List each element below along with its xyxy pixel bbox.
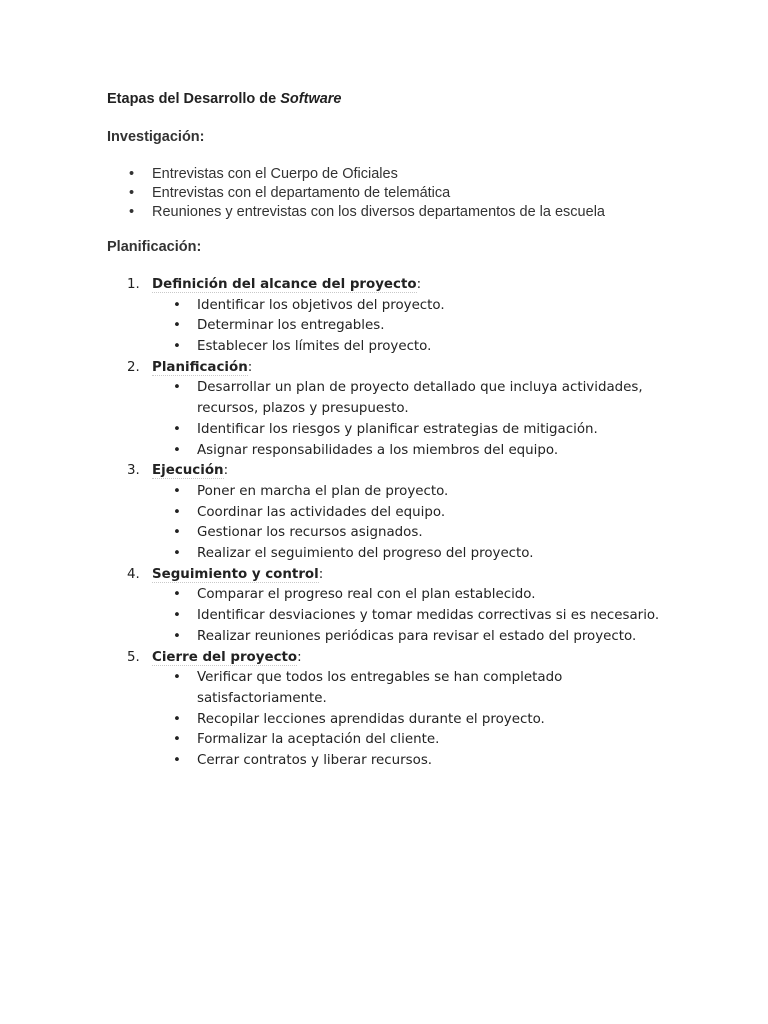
list-item (107, 296, 707, 317)
list-item-text: Identificar los objetivos del proyecto. (197, 297, 445, 313)
step-number: 3. (127, 463, 140, 479)
step-suffix: : (318, 566, 324, 582)
investigacion-list (107, 165, 605, 222)
bullet-icon: • (129, 166, 135, 182)
list-item (107, 710, 707, 731)
bullet-icon: • (173, 504, 181, 520)
bullet-icon: • (173, 483, 181, 499)
investigacion-heading: Investigación: (107, 129, 205, 145)
list-item-text: Entrevistas con el Cuerpo de Oficiales (152, 166, 398, 182)
list-item-text: Desarrollar un plan de proyecto detallado que incluya actividades, recursos, plazos y presupuesto. (197, 380, 643, 417)
step-header (107, 358, 707, 379)
step-header (107, 648, 707, 669)
step-header (107, 461, 707, 482)
bullet-icon: • (173, 297, 181, 313)
list-item-text: Recopilar lecciones aprendidas durante el proyecto. (197, 711, 545, 727)
list-item (107, 503, 707, 524)
step-label: Definición del alcance del proyecto (152, 277, 417, 292)
list-item-text: Poner en marcha el plan de proyecto. (197, 483, 449, 499)
planificacion-heading: Planificación: (107, 239, 202, 255)
step-4 (107, 565, 707, 648)
step-items (107, 296, 707, 358)
step-label: Ejecución (152, 463, 224, 479)
list-item-text: Cerrar contratos y liberar recursos. (197, 753, 433, 769)
list-item (107, 378, 707, 419)
list-item (107, 184, 605, 203)
step-items (107, 668, 707, 772)
list-item-text: Establecer los límites del proyecto. (197, 339, 432, 355)
list-item-text: Coordinar las actividades del equipo. (197, 504, 446, 520)
list-item-text: Identificar los riesgos y planificar estrategias de mitigación. (197, 421, 598, 437)
list-item-text: Asignar responsabilidades a los miembros del equipo. (197, 442, 559, 458)
bullet-icon: • (173, 380, 181, 396)
bullet-icon: • (173, 546, 181, 562)
list-item (107, 606, 707, 627)
list-item (107, 730, 707, 751)
step-number: 2. (127, 359, 140, 375)
bullet-icon: • (129, 185, 135, 201)
list-item (107, 523, 707, 544)
list-item-text: Gestionar los recursos asignados. (197, 525, 423, 541)
bullet-icon: • (173, 442, 181, 458)
bullet-icon: • (173, 628, 181, 644)
step-header (107, 275, 707, 296)
step-items (107, 482, 707, 565)
list-item (107, 316, 707, 337)
list-item (107, 441, 707, 462)
list-item (107, 668, 707, 709)
list-item-text: Reuniones y entrevistas con los diversos departamentos de la escuela (152, 204, 605, 220)
step-suffix: : (223, 463, 229, 479)
bullet-icon: • (173, 753, 181, 769)
bullet-icon: • (173, 587, 181, 603)
list-item (107, 544, 707, 565)
bullet-icon: • (173, 339, 181, 355)
list-item-text: Entrevistas con el departamento de telemática (152, 185, 451, 201)
document-title (107, 91, 342, 107)
list-item (107, 751, 707, 772)
list-item-text: Formalizar la aceptación del cliente. (197, 732, 440, 748)
step-label: Seguimiento y control (152, 566, 319, 582)
step-3 (107, 461, 707, 565)
bullet-icon: • (173, 732, 181, 748)
bullet-icon: • (173, 608, 181, 624)
list-item-text: Comparar el progreso real con el plan establecido. (197, 587, 536, 603)
list-item (107, 165, 605, 184)
list-item (107, 585, 707, 606)
step-items (107, 378, 707, 461)
step-number: 1. (127, 277, 140, 292)
list-item (107, 627, 707, 648)
list-item-text: Realizar reuniones periódicas para revisar el estado del proyecto. (197, 628, 637, 644)
bullet-icon: • (173, 670, 181, 686)
bullet-icon: • (173, 711, 181, 727)
bullet-icon: • (173, 421, 181, 437)
list-item (107, 482, 707, 503)
step-label: Cierre del proyecto (152, 649, 298, 665)
bullet-icon: • (173, 525, 181, 541)
step-suffix: : (247, 359, 253, 375)
list-item-text: Identificar desviaciones y tomar medidas correctivas si es necesario. (197, 608, 660, 624)
list-item (107, 420, 707, 441)
step-number: 4. (127, 566, 140, 582)
step-label: Planificación (152, 359, 248, 375)
list-item-text: Verificar que todos los entregables se han completado satisfactoriamente. (197, 670, 563, 706)
step-2 (107, 358, 707, 462)
step-1 (107, 275, 707, 358)
list-item-text: Determinar los entregables. (197, 318, 385, 334)
bullet-icon: • (173, 318, 181, 334)
step-header (107, 565, 707, 586)
planificacion-steps (107, 275, 707, 772)
step-5 (107, 648, 707, 772)
bullet-icon: • (129, 204, 135, 220)
step-number: 5. (127, 649, 140, 665)
list-item (107, 203, 605, 222)
step-items (107, 585, 707, 647)
document-title-text: Etapas del Desarrollo de (107, 91, 281, 107)
document-title-emphasis: Software (280, 91, 342, 107)
list-item-text: Realizar el seguimiento del progreso del proyecto. (197, 546, 534, 562)
step-suffix: : (297, 649, 302, 665)
list-item (107, 337, 707, 358)
step-suffix: : (416, 277, 422, 292)
